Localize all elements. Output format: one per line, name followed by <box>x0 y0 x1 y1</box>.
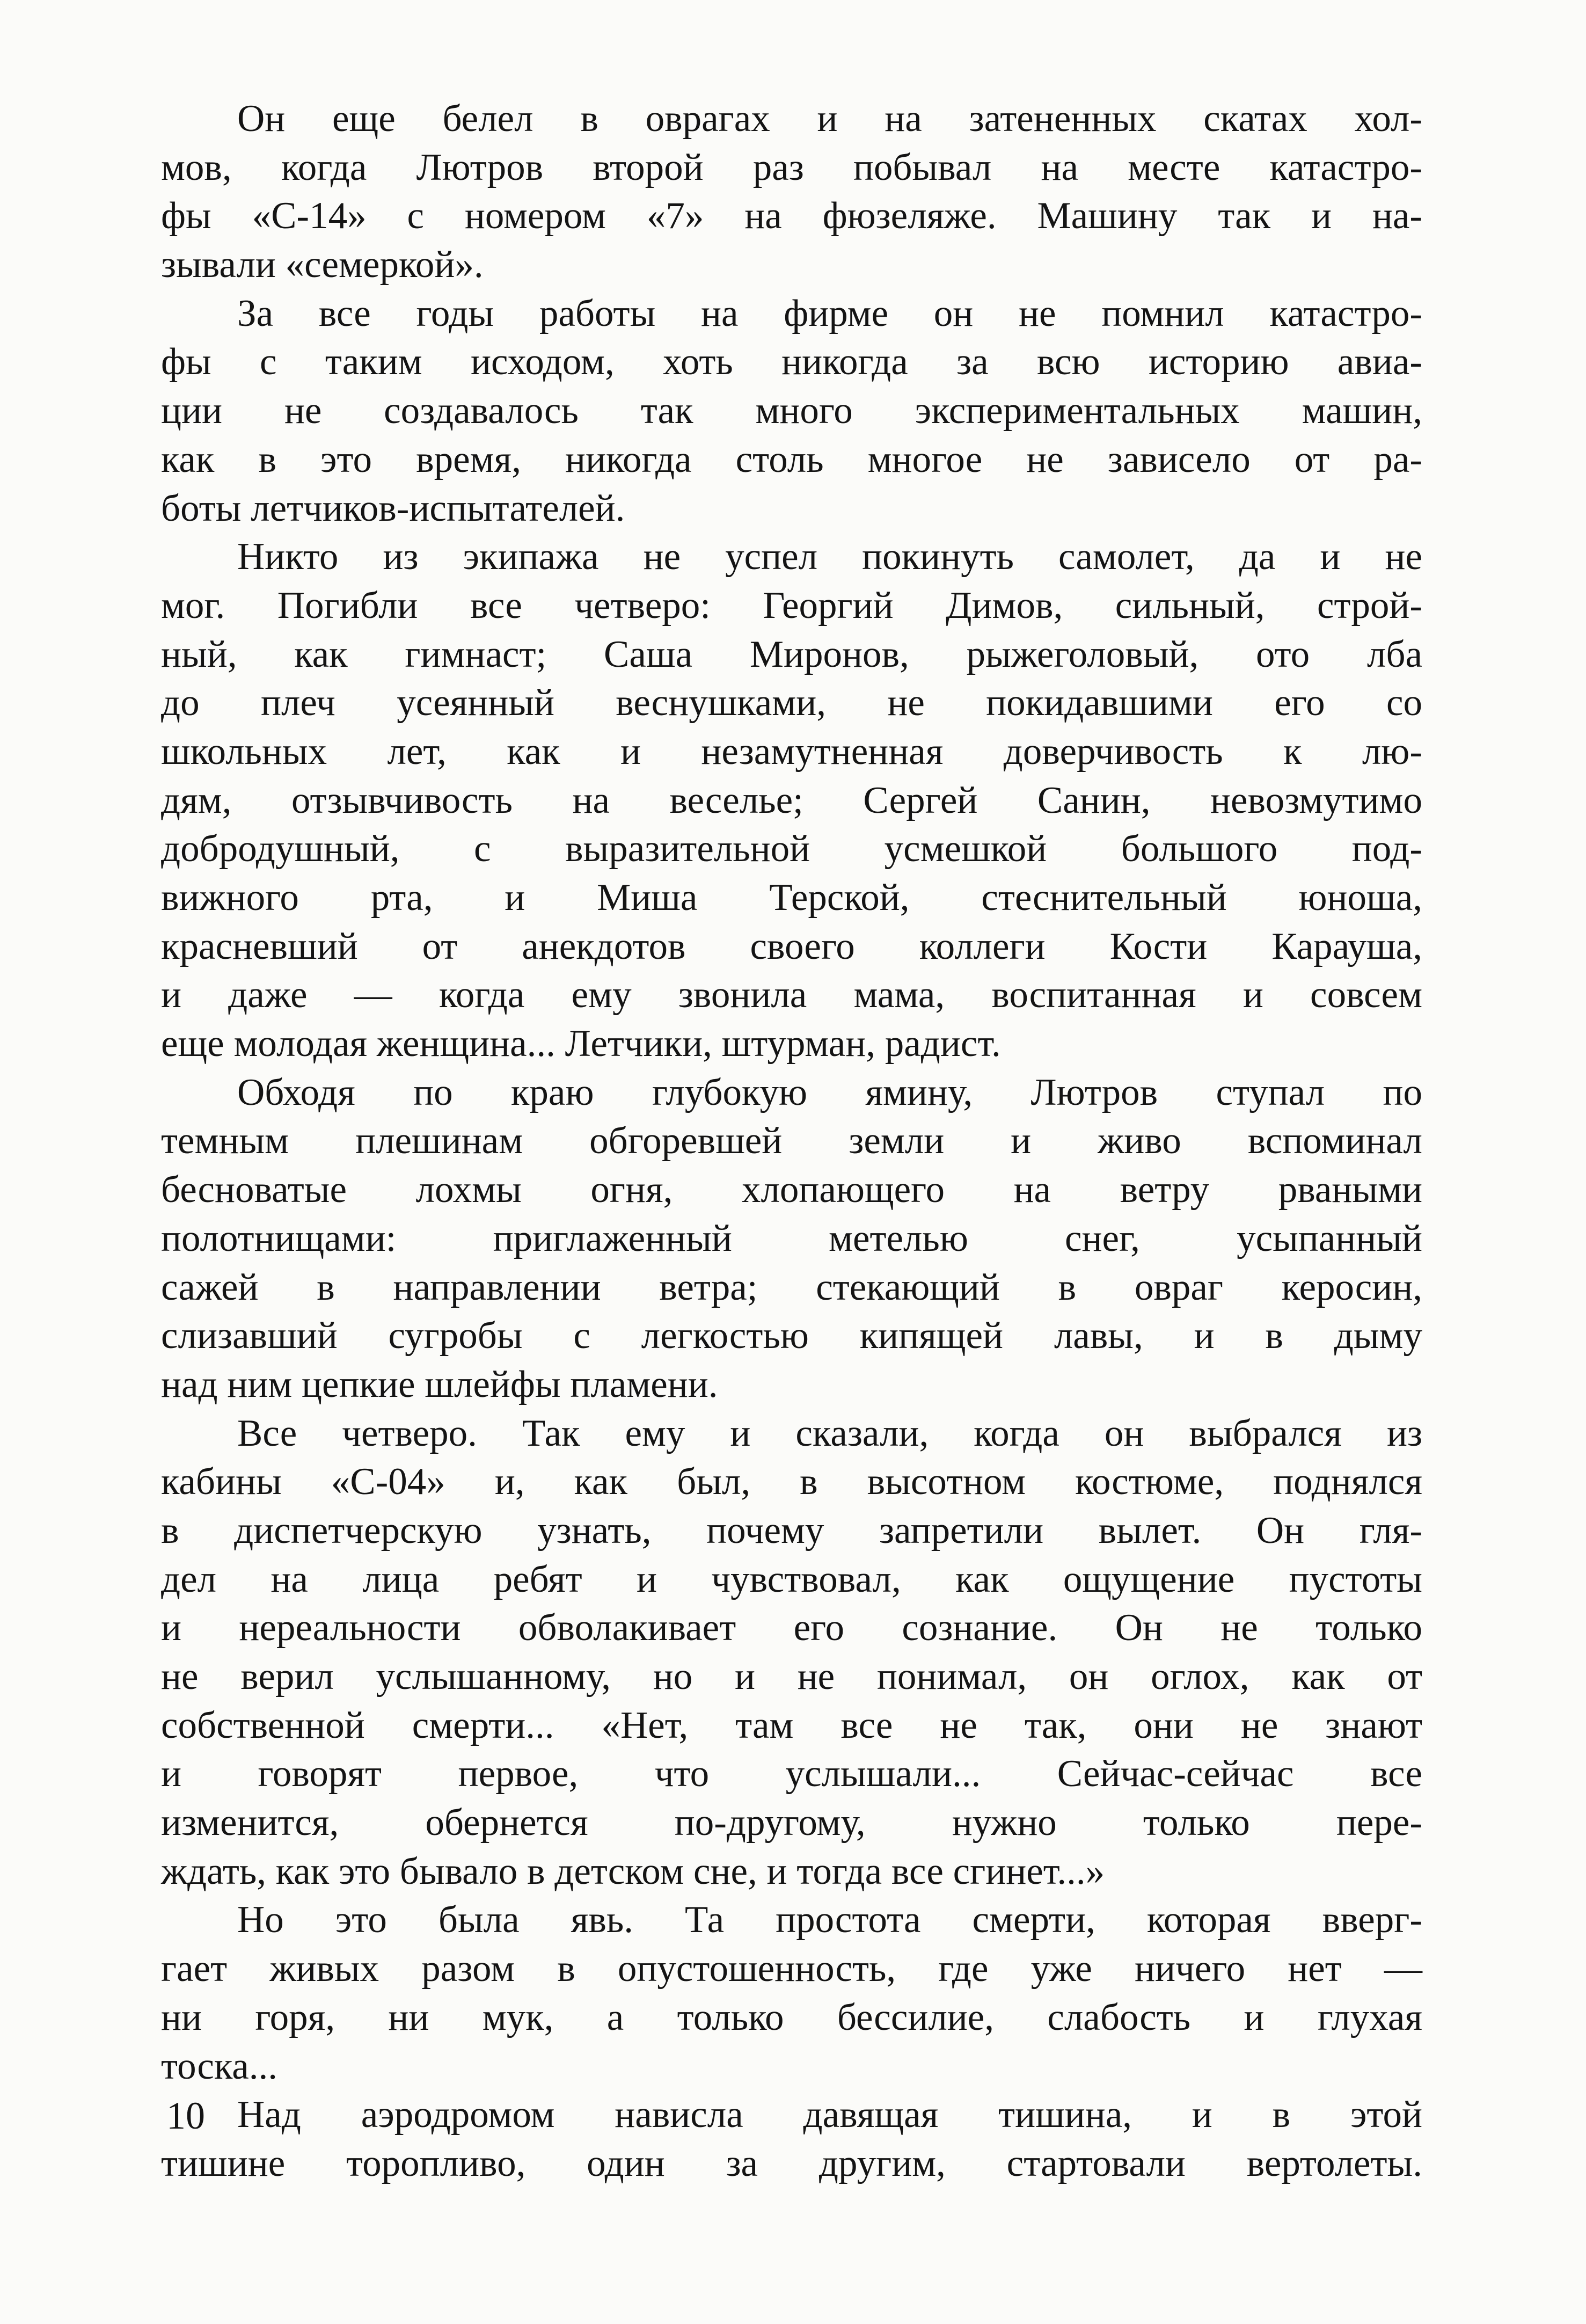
text-line: вижного рта, и Миша Терской, стеснительный юноша, <box>161 877 1422 919</box>
text-line: и говорят первое, что услышали... Сейчас-сейчас все <box>161 1753 1422 1795</box>
text-line: Но это была явь. Та простота смерти, которая вверг- <box>237 1899 1422 1941</box>
text-line: и даже — когда ему звонила мама, воспитанная и совсем <box>161 974 1422 1016</box>
text-line: дел на лица ребят и чувствовал, как ощущение пустоты <box>161 1558 1422 1600</box>
text-line: За все годы работы на фирме он не помнил катастро- <box>237 292 1422 334</box>
text-line: Никто из экипажа не успел покинуть самолет, да и не <box>237 536 1422 578</box>
text-line: в диспетчерскую узнать, почему запретили вылет. Он гля- <box>161 1509 1422 1551</box>
text-line: сажей в направлении ветра; стекающий в овраг керосин, <box>161 1266 1422 1308</box>
text-line: мог. Погибли все четверо: Георгий Димов, сильный, строй- <box>161 584 1422 626</box>
text-line: и нереальности обволакивает его сознание. Он не только <box>161 1607 1422 1649</box>
text-line: фы «С-14» с номером «7» на фюзеляже. Машину так и на- <box>161 195 1422 237</box>
page-number: 10 <box>166 2094 205 2137</box>
body-text <box>161 94 1422 2188</box>
text-line: тоска... <box>161 2045 278 2087</box>
text-line: еще молодая женщина... Летчики, штурман, радист. <box>161 1023 1001 1065</box>
text-line: зывали «семеркой». <box>161 244 484 286</box>
text-line: школьных лет, как и незамутненная доверчивость к лю- <box>161 730 1422 773</box>
text-line: боты летчиков-испытателей. <box>161 487 625 529</box>
text-line: не верил услышанному, но и не понимал, он оглох, как от <box>161 1656 1422 1698</box>
text-line: гает живых разом в опустошенность, где уже ничего нет — <box>161 1948 1422 1990</box>
text-line: ции не создавалось так много экспериментальных машин, <box>161 390 1422 432</box>
text-line: собственной смерти... «Нет, там все не так, они не знают <box>161 1704 1422 1746</box>
text-line: Обходя по краю глубокую ямину, Лютров ступал по <box>237 1071 1422 1113</box>
text-line: бесноватые лохмы огня, хлопающего на ветру рваными <box>161 1169 1422 1211</box>
text-line: изменится, обернется по-другому, нужно только пере- <box>161 1802 1422 1844</box>
text-line: Он еще белел в оврагах и на затененных скатах хол- <box>237 98 1422 140</box>
text-line: Над аэродромом нависла давящая тишина, и в этой <box>237 2094 1422 2136</box>
text-line: ждать, как это бывало в детском сне, и тогда все сгинет...» <box>161 1850 1105 1892</box>
text-line: ни горя, ни мук, а только бессилие, слабость и глухая <box>161 1996 1422 2038</box>
text-line: ный, как гимнаст; Саша Миронов, рыжеголовый, ото лба <box>161 633 1422 675</box>
text-line: как в это время, никогда столь многое не зависело от ра- <box>161 438 1422 480</box>
text-line: до плеч усеянный веснушками, не покидавшими его со <box>161 682 1422 724</box>
text-line: добродушный, с выразительной усмешкой большого под- <box>161 828 1422 870</box>
text-line: слизавший сугробы с легкостью кипящей лавы, и в дыму <box>161 1315 1422 1357</box>
text-line: фы с таким исходом, хоть никогда за всю историю авиа- <box>161 341 1422 383</box>
text-line: Все четверо. Так ему и сказали, когда он выбрался из <box>237 1412 1422 1454</box>
text-line: полотнищами: приглаженный метелью снег, усыпанный <box>161 1217 1422 1259</box>
text-line: тишине торопливо, один за другим, стартовали вертолеты. <box>161 2142 1422 2184</box>
text-line: дям, отзывчивость на веселье; Сергей Санин, невозмутимо <box>161 779 1422 821</box>
text-line: темным плешинам обгоревшей земли и живо вспоминал <box>161 1120 1422 1162</box>
text-line: над ним цепкие шлейфы пламени. <box>161 1363 718 1405</box>
text-line: кабины «С-04» и, как был, в высотном костюме, поднялся <box>161 1461 1422 1503</box>
text-line: мов, когда Лютров второй раз побывал на месте катастро- <box>161 146 1422 188</box>
text-line: красневший от анекдотов своего коллеги Кости Караушa, <box>161 925 1422 967</box>
